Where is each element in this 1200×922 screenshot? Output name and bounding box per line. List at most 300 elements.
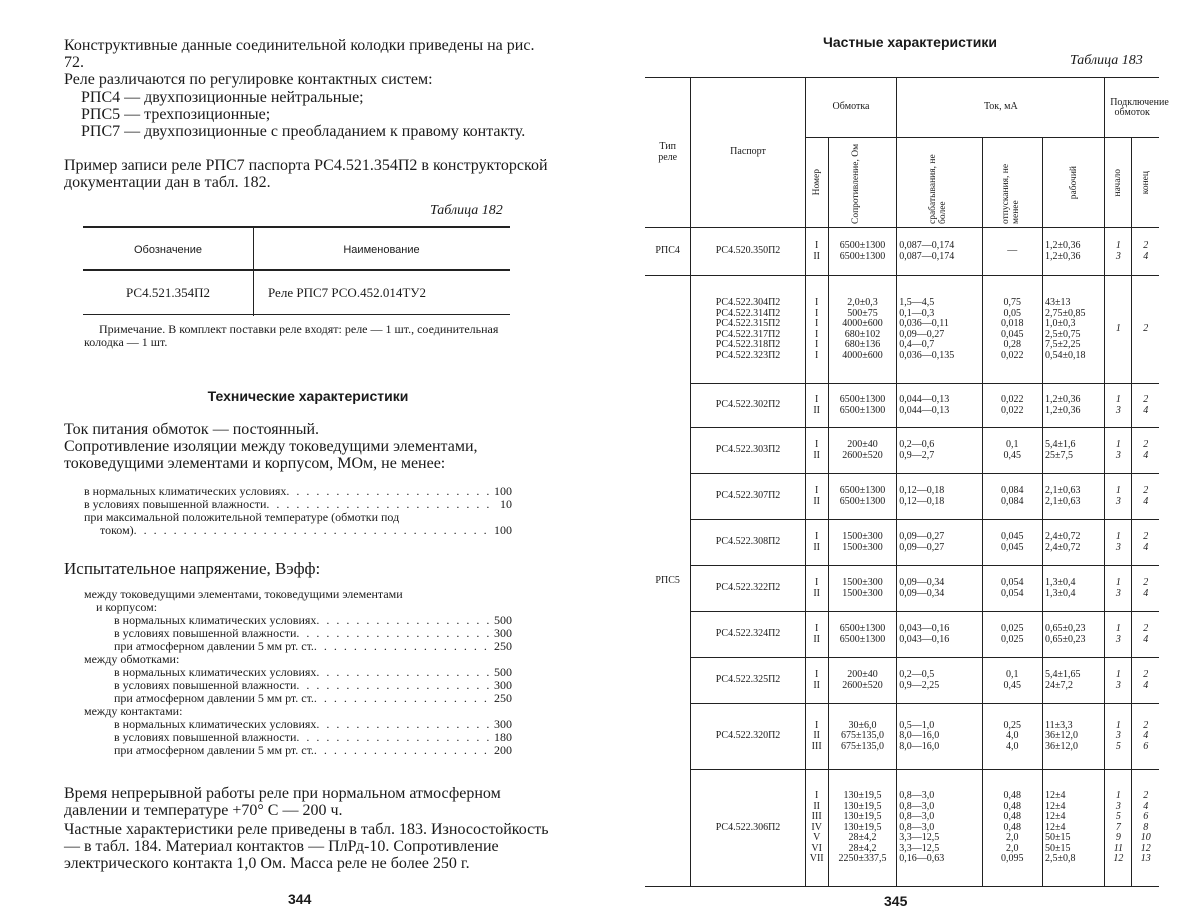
table-cell-line: 50±15	[1044, 832, 1071, 844]
table-row	[645, 612, 1159, 658]
table-cell-line: 0,087—0,174	[899, 250, 955, 262]
section-title: Технические характеристики	[207, 388, 409, 404]
header-operate: срабатывания, не более	[928, 153, 949, 224]
table-183-label: Таблица 183	[1070, 53, 1143, 68]
table-cell-line: 130±19,5	[843, 821, 882, 833]
table-cell-line: 12±4	[1044, 800, 1066, 812]
table-cell-line: 0,9—2,7	[899, 449, 935, 461]
table-cell-line: 6500±1300	[839, 633, 886, 645]
table-182-header: Обозначение	[133, 244, 203, 256]
table-cell-line: 2,4±0,72	[1044, 541, 1081, 553]
table-cell-line: 0,043—0,16	[899, 633, 950, 645]
table-row	[645, 770, 1159, 887]
table-cell-line: II	[813, 730, 821, 742]
spec-label: при атмосферном давлении 5 мм рт. ст.	[114, 639, 314, 653]
spec-label: при максимальной положительной температуре (обмотки под	[84, 510, 400, 524]
table-cell-line: РС4.522.308П2	[715, 536, 781, 548]
table-cell-line: РС4.522.302П2	[715, 399, 781, 411]
table-row	[645, 704, 1159, 770]
table-cell-line: 0,036—0,11	[899, 318, 949, 329]
table-cell-line: РС4.522.303П2	[715, 444, 781, 456]
table-cell-line: 1	[1115, 719, 1121, 731]
dot-leader	[296, 627, 491, 640]
table-cell-line: 0,16—0,63	[899, 853, 945, 865]
table-cell-line: 6500±1300	[839, 240, 886, 251]
table-cell-line: II	[813, 679, 821, 691]
table-cell-line: 0,018	[1001, 318, 1024, 329]
table-cell-line: 0,1—0,3	[899, 307, 935, 319]
group-title: между обмотками:	[84, 652, 180, 666]
table-cell-line: 1,5—4,5	[899, 297, 935, 308]
table-cell-line: 6500±1300	[839, 394, 886, 405]
spec-value: 500	[494, 613, 512, 627]
group-title: и корпусом:	[96, 600, 158, 614]
table-cell-line: 5	[1115, 811, 1121, 823]
intro-paragraph: Конструктивные данные соединительной колодки приведены на рис. 72.	[64, 37, 535, 71]
table-cell-line: IV	[811, 821, 822, 833]
table-cell-line: 0,045	[1001, 541, 1024, 553]
table-cell-line: 13	[1140, 853, 1151, 865]
table-cell-line: 200±40	[847, 669, 878, 680]
table-cell-line: 7,5±2,25	[1044, 339, 1081, 350]
table-cell-line: 36±12,0	[1044, 730, 1078, 742]
table-cell-line: 0,054	[1001, 577, 1024, 588]
table-cell-line: 1500±300	[842, 587, 883, 599]
spec-value: 200	[494, 743, 512, 757]
intro-line: РПС4 — двухпозиционные нейтральные;	[81, 89, 364, 106]
spec-label: в нормальных климатических условиях	[114, 613, 317, 627]
table-cell-line: 2600±520	[842, 679, 883, 691]
spec-value: 250	[494, 691, 512, 705]
table-cell-line: 0,2—0,6	[899, 439, 935, 450]
spec-row	[84, 744, 512, 757]
dot-leader	[286, 485, 491, 498]
dot-leader	[314, 640, 491, 653]
spec-value: 300	[494, 717, 512, 731]
table-cell-line: РС4.522.322П2	[715, 582, 781, 594]
table-cell-line: 0,043—0,16	[899, 623, 950, 634]
table-cell-line: 1500±300	[842, 531, 883, 542]
table-cell-line: 3	[1115, 541, 1121, 553]
test-voltage-list	[84, 588, 512, 757]
table-cell-line: 0,025	[1001, 623, 1024, 634]
table-cell-line: 2250±337,5	[838, 853, 887, 865]
table-cell-line: I	[815, 719, 819, 731]
table-cell-line: 50±15	[1044, 842, 1071, 854]
table-cell-line: I	[815, 307, 819, 319]
table-cell-line: 4	[1143, 541, 1149, 553]
table-cell-line: 0,12—0,18	[899, 495, 945, 507]
table-cell-line: 1500±300	[842, 541, 883, 553]
table-cell-line: РС4.522.317П2	[715, 328, 781, 340]
table-cell-line: I	[815, 394, 819, 405]
table-cell-line: 3,3—12,5	[899, 832, 940, 844]
table-cell-line: 4,0	[1006, 730, 1019, 742]
table-cell-line: 2	[1143, 394, 1149, 405]
header-resistance: Сопротивление, Ом	[851, 143, 862, 224]
table-cell-line: 7	[1115, 821, 1121, 833]
table-cell-line: 5,4±1,65	[1044, 669, 1081, 680]
spec-value: 100	[494, 523, 512, 537]
table-cell-line: 4000±600	[842, 318, 883, 329]
table-cell-line: I	[815, 531, 819, 542]
spec-value: 10	[500, 497, 512, 511]
table-cell-line: 2,1±0,63	[1044, 485, 1081, 496]
intro-paragraph: Пример записи реле РПС7 паспорта РС4.521.354П2 в конструкторской документации дан в табл. 182.	[64, 157, 548, 191]
spec-label: в условиях повышенной влажности	[114, 730, 297, 744]
table-cell-line: 2,1±0,63	[1044, 495, 1081, 507]
table-cell-line: 6	[1143, 811, 1149, 823]
closing-paragraph: Время непрерывной работы реле при нормальном атмосферном давлении и температуре +70° С — 200 ч.	[64, 785, 501, 819]
table-cell-line: 43±13	[1044, 297, 1071, 308]
table-cell-line: 2,0	[1006, 832, 1019, 844]
table-cell-line: 2	[1143, 790, 1149, 802]
intro-line: РПС7 — двухпозиционные с преобладанием к правому контакту.	[81, 123, 526, 140]
table-cell-line: 0,2—0,5	[899, 669, 935, 680]
table-cell-line: 0,09—0,27	[899, 531, 945, 542]
table-cell-line: 1,2±0,36	[1044, 404, 1081, 416]
table-row	[645, 520, 1159, 566]
table-cell-line: 2	[1143, 485, 1149, 496]
table-cell-line: 3	[1115, 250, 1121, 262]
table-cell-line: 0,45	[1003, 679, 1022, 691]
table-cell-line: I	[815, 240, 819, 251]
table-cell-line: 1	[1115, 394, 1121, 405]
dot-leader	[134, 524, 491, 537]
table-cell-line: 2	[1143, 719, 1149, 731]
table-cell-line: I	[815, 623, 819, 634]
table-cell-line: 6500±1300	[839, 495, 886, 507]
dot-leader	[296, 679, 491, 692]
table-cell-line: 0,045	[1001, 531, 1024, 542]
dot-leader	[296, 731, 491, 744]
table-cell-line: 8,0—16,0	[899, 730, 940, 742]
table-cell-line: 0,5—1,0	[899, 719, 935, 731]
table-cell-line: 0,05	[1003, 307, 1022, 319]
table-cell-line: 4	[1143, 587, 1149, 599]
insulation-list	[84, 485, 512, 537]
table-cell-line: РС4.522.304П2	[715, 297, 781, 308]
header-type: Тип реле	[658, 141, 678, 163]
tech-paragraph: Сопротивление изоляции между токоведущими элементами, токоведущими элементами и корпусом, МОм, не менее:	[64, 438, 478, 472]
table-row	[645, 474, 1159, 520]
spec-value: 100	[494, 484, 512, 498]
table-cell-line: 36±12,0	[1044, 740, 1078, 752]
table-cell-line: 1,2±0,36	[1044, 240, 1081, 251]
right-page	[600, 0, 1200, 922]
dot-leader	[316, 614, 491, 627]
table-cell-line: 4	[1143, 495, 1149, 507]
table-cell-line: 2,5±0,75	[1044, 328, 1081, 340]
table-182-header: Наименование	[343, 244, 420, 256]
dot-leader	[314, 692, 491, 705]
table-cell-line: РС4.522.306П2	[715, 821, 781, 833]
table-cell-line: 3	[1115, 404, 1121, 416]
table-cell-line: 8,0—16,0	[899, 740, 940, 752]
table-cell-line: I	[815, 790, 819, 802]
table-cell-line: 2,0±0,3	[847, 297, 878, 308]
spec-value: 500	[494, 665, 512, 679]
table-cell-line: 4	[1143, 800, 1149, 812]
dot-leader	[314, 744, 491, 757]
table-cell-line: 0,8—3,0	[899, 790, 935, 802]
table-cell-line: РС4.522.325П2	[715, 674, 781, 686]
spec-label: в нормальных климатических условиях	[114, 717, 317, 731]
table-cell-line: РС4.522.318П2	[715, 339, 781, 350]
table-cell-line: I	[815, 349, 819, 361]
table-182-cell: РС4.521.354П2	[126, 285, 210, 300]
table-cell-line: 0,084	[1001, 495, 1024, 507]
table-cell-line: 12	[1140, 842, 1151, 854]
table-cell-line: 2	[1143, 623, 1149, 634]
table-cell-line: 0,09—0,27	[899, 328, 945, 340]
table-cell-line: I	[815, 439, 819, 450]
table-cell-line: 0,12—0,18	[899, 485, 945, 496]
table-cell-line: 3	[1115, 679, 1121, 691]
table-cell-line: 0,087—0,174	[899, 240, 955, 251]
table-cell-line: 0,8—3,0	[899, 811, 935, 823]
table-cell-line: 200±40	[847, 439, 878, 450]
table-cell-line: 3	[1115, 633, 1121, 645]
table-cell-line: II	[813, 250, 821, 262]
table-cell-line: 0,022	[1001, 394, 1024, 405]
table-cell-line: VII	[809, 853, 824, 865]
table-cell-line: 0,044—0,13	[899, 404, 950, 416]
table-cell-line: 0,09—0,34	[899, 577, 945, 588]
table-cell-line: VI	[811, 842, 822, 854]
table-cell-line: 2,0	[1006, 842, 1019, 854]
test-voltage-title: Испытательное напряжение, Вэфф:	[64, 559, 321, 578]
right-title: Частные характеристики	[823, 34, 997, 50]
table-cell-line: 2,5±0,8	[1044, 853, 1076, 865]
table-cell-line: I	[815, 297, 819, 308]
table-cell-line: 6500±1300	[839, 485, 886, 496]
table-cell-line: 0,48	[1003, 821, 1022, 833]
table-cell-line: 9	[1115, 832, 1121, 844]
table-cell-line: 2	[1143, 323, 1149, 335]
table-cell-line: 1	[1115, 669, 1121, 680]
table-cell-line: 3	[1115, 449, 1121, 461]
table-cell-line: 0,65±0,23	[1044, 633, 1086, 645]
table-cell-line: 28±4,2	[848, 842, 877, 854]
table-cell-line: 1500±300	[842, 577, 883, 588]
table-cell-line: РС4.520.350П2	[715, 245, 781, 257]
table-cell-line: 25±7,5	[1044, 449, 1073, 461]
table-cell-line: 11±3,3	[1044, 719, 1073, 731]
table-cell-line: 2	[1143, 240, 1149, 251]
dot-leader	[316, 718, 491, 731]
table-row	[645, 276, 1159, 384]
spec-value: 180	[494, 730, 512, 744]
table-cell-line: 2	[1143, 439, 1149, 450]
table-cell-line: 28±4,2	[848, 832, 877, 844]
table-cell-line: 4	[1143, 404, 1149, 416]
spec-label: в условиях повышенной влажности	[84, 497, 267, 511]
table-cell-line: 12	[1113, 853, 1124, 865]
table-cell-line: 3	[1115, 587, 1121, 599]
header-start: начало	[1113, 168, 1124, 197]
table-cell-line: 3	[1115, 800, 1121, 812]
table-cell-line: II	[813, 449, 821, 461]
spec-label: током)	[100, 523, 134, 537]
table-cell-line: II	[813, 633, 821, 645]
table-cell-line: 130±19,5	[843, 800, 882, 812]
relay-type: РПС4	[655, 245, 680, 257]
table-cell-line: I	[815, 669, 819, 680]
spec-value: 250	[494, 639, 512, 653]
group-title: между токоведущими элементами, токоведущими элементами	[84, 587, 403, 601]
table-cell-line: 12±4	[1044, 821, 1066, 833]
table-row	[645, 384, 1159, 428]
table-cell-line: 2,4±0,72	[1044, 531, 1081, 542]
table-cell-line: 130±19,5	[843, 790, 882, 802]
table-cell-line: РС4.522.324П2	[715, 628, 781, 640]
intro-line: РПС5 — трехпозиционные;	[81, 106, 271, 123]
table-cell-line: 4	[1143, 730, 1149, 742]
table-cell-line: 4	[1143, 679, 1149, 691]
table-cell-line: 4	[1143, 633, 1149, 645]
table-cell-line: II	[813, 587, 821, 599]
table-cell-line: 0,48	[1003, 800, 1022, 812]
tech-line: Ток питания обмоток — постоянный.	[64, 421, 320, 438]
table-cell-line: 0,8—3,0	[899, 800, 935, 812]
table-cell-line: 8	[1143, 821, 1149, 833]
table-cell-line: 6500±1300	[839, 404, 886, 416]
table-cell-line: 2,75±0,85	[1044, 307, 1086, 319]
table-cell-line: 0,4—0,7	[899, 339, 935, 350]
table-cell-line: 1	[1115, 439, 1121, 450]
table-cell-line: 1	[1115, 577, 1121, 588]
closing-paragraph: Частные характеристики реле приведены в табл. 183. Износостойкость — в табл. 184. Материал контактов — ПлРд-10. Сопротивление электрического контакта 1,0 Ом. Масса реле не более 250 г.	[64, 821, 549, 872]
table-cell-line: 0,054	[1001, 587, 1024, 599]
page-number: 345	[884, 893, 908, 909]
table-cell-line: РС4.522.314П2	[715, 307, 781, 319]
header-passport: Паспорт	[730, 146, 766, 158]
table-cell-line: 0,036—0,135	[899, 349, 955, 361]
spec-row	[84, 511, 512, 524]
table-cell-line: РС4.522.307П2	[715, 490, 781, 502]
table-cell-line: 680±102	[844, 328, 881, 340]
spec-row	[84, 524, 512, 537]
header-end: конец	[1140, 170, 1151, 195]
spec-label: в нормальных климатических условиях	[114, 665, 317, 679]
table-cell-line: 4	[1143, 250, 1149, 262]
table-cell-line: 2	[1143, 531, 1149, 542]
table-cell-line: 0,45	[1003, 449, 1022, 461]
table-cell-line: 0,045	[1001, 328, 1024, 340]
table-cell-line: 0,8—3,0	[899, 821, 935, 833]
table-cell-line: 680±136	[844, 339, 881, 350]
intro-line: Реле различаются по регулировке контактных систем:	[64, 71, 433, 88]
relay-type: РПС5	[655, 574, 680, 586]
table-row	[645, 228, 1159, 276]
table-row	[645, 566, 1159, 612]
table-cell-line: 12±4	[1044, 811, 1066, 823]
spec-label: в условиях повышенной влажности	[114, 678, 297, 692]
table-row	[645, 428, 1159, 474]
table-cell-line: 3	[1115, 730, 1121, 742]
table-cell-line: 5,4±1,6	[1044, 439, 1076, 450]
table-cell-line: 4	[1143, 449, 1149, 461]
table-cell-line: —	[1007, 245, 1018, 257]
header-connection: Подключение обмоток	[1110, 96, 1169, 118]
table-cell-line: I	[815, 485, 819, 496]
table-cell-line: 0,1	[1006, 439, 1019, 450]
table-cell-line: 6500±1300	[839, 623, 886, 634]
table-cell-line: 0,022	[1001, 404, 1024, 416]
table-cell-line: 24±7,2	[1044, 679, 1073, 691]
table-cell-line: 0,48	[1003, 790, 1022, 802]
table-cell-line: 1,2±0,36	[1044, 250, 1081, 262]
table-cell-line: 500±75	[847, 307, 878, 319]
table-cell-line: II	[813, 541, 821, 553]
page-number: 344	[288, 891, 312, 907]
table-cell-line: 0,54±0,18	[1044, 349, 1086, 361]
note: Примечание. В комплект поставки реле входят: реле — 1 шт., соединительная колодка — 1 шт.	[84, 322, 499, 349]
table-cell-line: РС4.522.320П2	[715, 730, 781, 742]
table-cell-line: I	[815, 328, 819, 340]
table-cell-line: 0,1	[1006, 669, 1019, 680]
group-title: между контактами:	[84, 704, 183, 718]
table-cell-line: 1,0±0,3	[1044, 318, 1076, 329]
table-182-label: Таблица 182	[430, 203, 503, 218]
table-cell-line: 1,2±0,36	[1044, 394, 1081, 405]
table-cell-line: 0,65±0,23	[1044, 623, 1086, 634]
table-cell-line: II	[813, 495, 821, 507]
table-cell-line: 130±19,5	[843, 811, 882, 823]
table-cell-line: РС4.522.323П2	[715, 349, 781, 361]
table-182-cell: Реле РПС7 РСО.452.014ТУ2	[268, 285, 426, 300]
table-cell-line: 2	[1143, 669, 1149, 680]
table-cell-line: I	[815, 339, 819, 350]
spec-value: 300	[494, 678, 512, 692]
table-cell-line: 0,28	[1003, 339, 1022, 350]
header-number: Номер	[811, 169, 822, 196]
table-row	[645, 658, 1159, 704]
spec-label: при атмосферном давлении 5 мм рт. ст.	[114, 743, 314, 757]
table-cell-line: 0,09—0,27	[899, 541, 945, 553]
table-cell-line: 5	[1115, 740, 1121, 752]
table-cell-line: 0,48	[1003, 811, 1022, 823]
spec-value: 300	[494, 626, 512, 640]
header-release: отпускания, не менее	[1001, 163, 1022, 224]
table-cell-line: 0,75	[1003, 297, 1022, 308]
table-cell-line: 1	[1115, 323, 1121, 335]
dot-leader	[316, 666, 491, 679]
table-cell-line: 2600±520	[842, 449, 883, 461]
table-cell-line: 675±135,0	[840, 730, 884, 742]
table-cell-line: 1,3±0,4	[1044, 577, 1076, 588]
table-cell-line: 3,3—12,5	[899, 842, 940, 854]
table-cell-line: 6	[1143, 740, 1149, 752]
table-cell-line: II	[813, 800, 821, 812]
table-cell-line: 6500±1300	[839, 250, 886, 262]
table-cell-line: 1	[1115, 790, 1121, 802]
table-cell-line: 1	[1115, 485, 1121, 496]
table-cell-line: I	[815, 318, 819, 329]
table-cell-line: 10	[1140, 832, 1151, 844]
table-cell-line: 0,25	[1003, 719, 1022, 731]
table-cell-line: 2	[1143, 577, 1149, 588]
table-183	[645, 77, 1169, 887]
spec-label: при атмосферном давлении 5 мм рт. ст.	[114, 691, 314, 705]
table-cell-line: V	[813, 832, 821, 844]
table-cell-line: 0,095	[1001, 853, 1024, 865]
table-cell-line: I	[815, 577, 819, 588]
table-cell-line: 11	[1113, 842, 1124, 854]
spec-label: в условиях повышенной влажности	[114, 626, 297, 640]
table-cell-line: 3	[1115, 495, 1121, 507]
